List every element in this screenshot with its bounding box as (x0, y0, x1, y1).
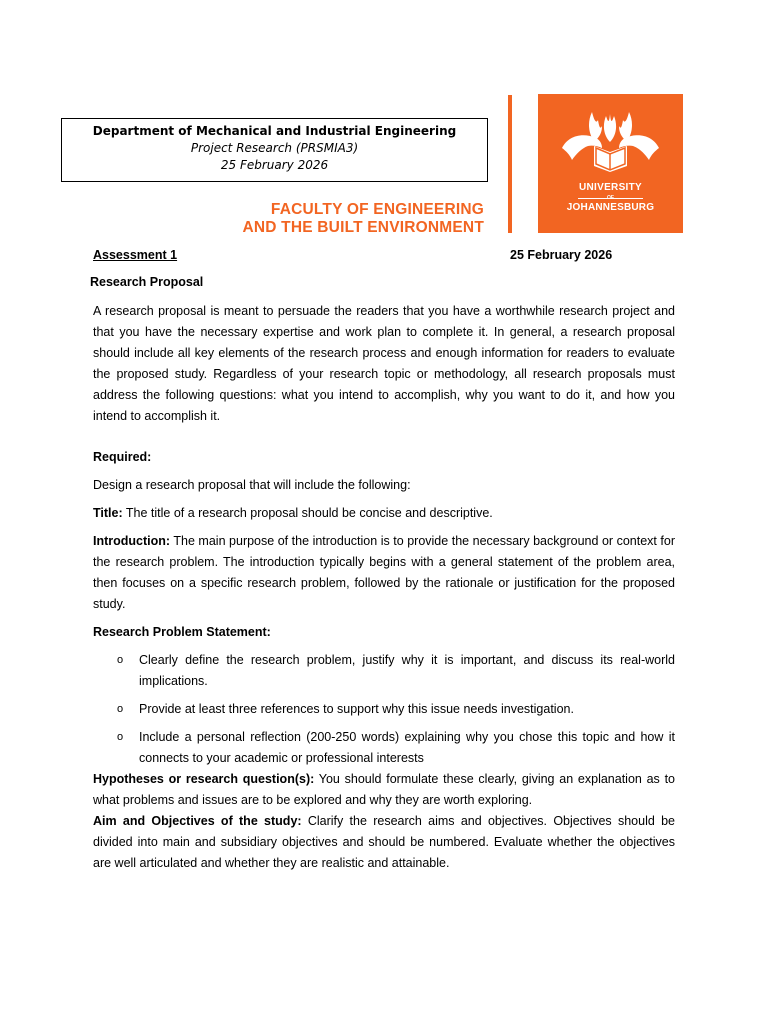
faculty-title (242, 201, 484, 237)
logo-university-label: UNIVERSITY (578, 182, 642, 193)
course-name: Project Research (PRSMIA3) (190, 141, 359, 155)
assessment-title: Assessment 1 (93, 248, 178, 262)
title-text: The title of a research proposal should be concise and descriptive. (122, 506, 493, 520)
header-date: 25 February 2026 (220, 158, 329, 172)
introduction-label: Introduction: (93, 534, 171, 548)
research-proposal-heading: Research Proposal (90, 275, 204, 289)
aims-requirement (93, 811, 675, 874)
introduction-requirement (93, 531, 675, 615)
bullet-marker: o (117, 654, 124, 666)
faculty-line-2: AND THE BUILT ENVIRONMENT (242, 219, 484, 236)
faculty-line-1: FACULTY OF ENGINEERING (270, 201, 484, 218)
hypotheses-label: Hypotheses or research question(s): (93, 772, 315, 786)
bullet-item: Include a personal reflection (200-250 words) explaining why you chose this topic and how it connects to your academic or professional interests (139, 730, 675, 765)
bullet-marker: o (117, 703, 124, 715)
introduction-text: The main purpose of the introduction is to provide the necessary background or context for the research problem. The introduction typically begins with a general statement of the problem area, then focuses on a specific research problem, followed by the rationale or justification for the proposed study. (93, 534, 675, 611)
intro-paragraph: A research proposal is meant to persuade the readers that you have a worthwhile research project and that you have the necessary expertise and work plan to complete it. In general, a research proposal should include all key elements of the research process and enough information for readers to evaluate the proposed study. Regardless of your research topic or methodology, all research proposals must address the following questions: what you intend to accomplish, why you want to do it, and how you intend to accomplish it. (93, 304, 675, 423)
problem-statement-heading: Research Problem Statement: (93, 625, 271, 639)
title-label: Title: (93, 506, 123, 520)
hypotheses-requirement (93, 769, 675, 811)
university-logo (538, 94, 683, 233)
aims-text: Clarify the research aims and objectives. Objectives should be divided into main and subsidiary objectives and should be numbered. Evaluate whether the objectives are well articulated and whether they are realistic and attainable. (93, 814, 675, 870)
bullet-item: Clearly define the research problem, justify why it is important, and discuss its real-world implications. (139, 653, 675, 688)
logo-of-label: OF (607, 195, 614, 201)
bullet-marker: o (117, 731, 124, 743)
assessment-date: 25 February 2026 (510, 248, 613, 262)
required-heading: Required: (93, 450, 152, 464)
hypotheses-text: You should formulate these clearly, giving an explanation as to what problems and issues are to be explored and why they are worth exploring. (93, 772, 675, 807)
department-name: Department of Mechanical and Industrial Engineering (92, 124, 457, 138)
title-requirement (93, 503, 675, 524)
logo-johannesburg-label: JOHANNESBURG (566, 202, 655, 213)
aims-label: Aim and Objectives of the study: (93, 814, 302, 828)
design-instruction: Design a research proposal that will include the following: (93, 478, 411, 492)
bullet-item: Provide at least three references to support why this issue needs investigation. (139, 702, 574, 716)
header-box (61, 118, 488, 182)
orange-divider (508, 95, 512, 233)
proteas-crest-icon (558, 108, 663, 180)
